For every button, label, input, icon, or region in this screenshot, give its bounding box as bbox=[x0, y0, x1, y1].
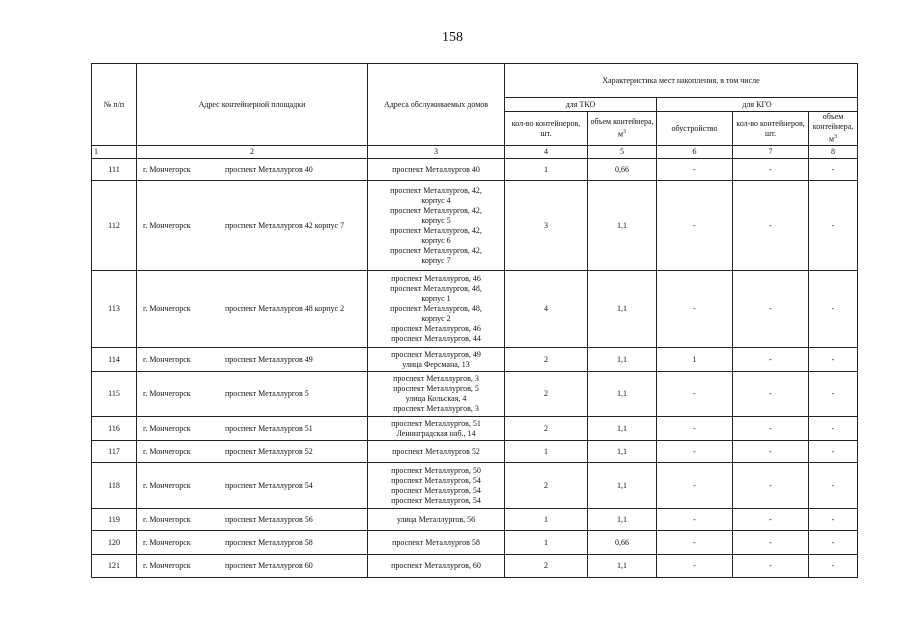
tko-container-count: 2 bbox=[505, 417, 588, 441]
kgo-setup: - bbox=[657, 509, 733, 531]
served-houses bbox=[368, 555, 505, 578]
kgo-container-count: - bbox=[733, 441, 809, 463]
table-row bbox=[92, 271, 858, 348]
header-group-tko: для ТКО bbox=[505, 98, 657, 112]
kgo-setup: - bbox=[657, 441, 733, 463]
served-house-line: корпус 6 bbox=[421, 235, 451, 245]
row-number: 113 bbox=[92, 271, 137, 348]
kgo-setup: - bbox=[657, 531, 733, 555]
register-table bbox=[91, 63, 858, 578]
tko-container-volume: 1,1 bbox=[588, 441, 657, 463]
kgo-container-volume: - bbox=[809, 463, 858, 509]
header-group-kgo: для КГО bbox=[657, 98, 858, 112]
tko-container-volume: 1,1 bbox=[588, 417, 657, 441]
header-served: Адреса обслуживаемых домов bbox=[368, 64, 505, 146]
served-houses bbox=[368, 348, 505, 372]
row-number: 120 bbox=[92, 531, 137, 555]
tko-container-count: 2 bbox=[505, 463, 588, 509]
index-cell: 7 bbox=[733, 146, 809, 159]
served-house-line: Ленинградская наб., 14 bbox=[396, 428, 476, 438]
served-houses bbox=[368, 463, 505, 509]
container-site-address bbox=[137, 159, 368, 181]
kgo-container-count: - bbox=[733, 463, 809, 509]
table-row bbox=[92, 555, 858, 578]
table-row bbox=[92, 417, 858, 441]
kgo-container-volume: - bbox=[809, 509, 858, 531]
index-cell: 3 bbox=[368, 146, 505, 159]
served-house-line: проспект Металлургов, 49 bbox=[391, 349, 481, 359]
address-city: г. Мончегорск bbox=[143, 514, 191, 524]
served-houses bbox=[368, 509, 505, 531]
address-street: проспект Металлургов 40 bbox=[225, 164, 313, 174]
served-house-line: проспект Металлургов, 44 bbox=[391, 334, 481, 343]
address-city: г. Мончегорск bbox=[143, 561, 191, 570]
kgo-container-count: - bbox=[733, 417, 809, 441]
address-street: проспект Металлургов 48 корпус 2 bbox=[225, 304, 345, 313]
served-house-line: проспект Металлургов, 54 bbox=[391, 475, 481, 485]
table-row bbox=[92, 159, 858, 181]
tko-container-volume: 1,1 bbox=[588, 463, 657, 509]
index-cell: 4 bbox=[505, 146, 588, 159]
served-house-line: проспект Металлургов, 46 bbox=[391, 324, 481, 333]
header-kgo-setup: обустройство bbox=[657, 112, 733, 146]
container-site-address bbox=[137, 181, 368, 271]
served-house-line: проспект Металлургов, 42, bbox=[390, 205, 482, 215]
served-house-line: улица Кольская, 4 bbox=[405, 394, 467, 403]
kgo-container-count: - bbox=[733, 271, 809, 348]
container-site-address bbox=[137, 372, 368, 417]
address-street: проспект Металлургов 52 bbox=[225, 446, 313, 456]
served-house-line: проспект Металлургов 58 bbox=[392, 537, 480, 547]
kgo-container-volume: - bbox=[809, 271, 858, 348]
served-house-line: проспект Металлургов 52 bbox=[392, 446, 480, 456]
tko-container-volume: 1,1 bbox=[588, 271, 657, 348]
row-number: 115 bbox=[92, 372, 137, 417]
index-cell: 8 bbox=[809, 146, 858, 159]
kgo-container-count: - bbox=[733, 531, 809, 555]
table-row bbox=[92, 348, 858, 372]
tko-container-volume: 1,1 bbox=[588, 348, 657, 372]
served-house-line: проспект Металлургов 40 bbox=[392, 164, 480, 174]
address-city: г. Мончегорск bbox=[143, 480, 191, 490]
address-city: г. Мончегорск bbox=[143, 164, 191, 174]
kgo-setup: - bbox=[657, 372, 733, 417]
served-house-line: проспект Металлургов, 54 bbox=[391, 485, 481, 495]
kgo-container-count: - bbox=[733, 372, 809, 417]
kgo-container-volume: - bbox=[809, 372, 858, 417]
row-number: 117 bbox=[92, 441, 137, 463]
served-house-line: проспект Металлургов, 48, bbox=[390, 284, 482, 293]
served-house-line: улица Ферсмана, 13 bbox=[402, 359, 470, 369]
index-row bbox=[92, 146, 858, 159]
header-tko-count: кол-во контейнеров, шт. bbox=[505, 112, 588, 146]
served-house-line: корпус 4 bbox=[421, 195, 451, 205]
served-house-line: проспект Металлургов, 5 bbox=[393, 384, 479, 393]
header-address: Адрес контейнерной площадки bbox=[137, 64, 368, 146]
address-city: г. Мончегорск bbox=[143, 446, 191, 456]
row-number: 121 bbox=[92, 555, 137, 578]
kgo-setup: - bbox=[657, 555, 733, 578]
tko-container-volume: 1,1 bbox=[588, 509, 657, 531]
header-num: № п/п bbox=[92, 64, 137, 146]
served-house-line: проспект Металлургов, 50 bbox=[391, 465, 481, 475]
kgo-setup: 1 bbox=[657, 348, 733, 372]
address-street: проспект Металлургов 56 bbox=[225, 514, 313, 524]
address-street: проспект Металлургов 49 bbox=[225, 354, 313, 364]
address-street: проспект Металлургов 54 bbox=[225, 480, 313, 490]
address-city: г. Мончегорск bbox=[143, 304, 191, 313]
table-body bbox=[92, 159, 858, 578]
index-cell: 6 bbox=[657, 146, 733, 159]
kgo-container-count: - bbox=[733, 159, 809, 181]
address-city: г. Мончегорск bbox=[143, 220, 191, 230]
served-house-line: проспект Металлургов, 42, bbox=[390, 245, 482, 255]
served-houses bbox=[368, 531, 505, 555]
served-houses bbox=[368, 159, 505, 181]
row-number: 118 bbox=[92, 463, 137, 509]
header-tko-volume: объем контейнера, $м^3$ bbox=[588, 112, 657, 146]
container-site-address bbox=[137, 348, 368, 372]
kgo-container-count: - bbox=[733, 181, 809, 271]
kgo-container-volume: - bbox=[809, 181, 858, 271]
container-site-address bbox=[137, 531, 368, 555]
served-house-line: проспект Металлургов, 46 bbox=[391, 274, 481, 283]
row-number: 114 bbox=[92, 348, 137, 372]
table-row bbox=[92, 509, 858, 531]
address-street: проспект Металлургов 58 bbox=[225, 537, 313, 547]
served-houses bbox=[368, 441, 505, 463]
tko-container-count: 3 bbox=[505, 181, 588, 271]
served-house-line: проспект Металлургов, 42, bbox=[390, 225, 482, 235]
tko-container-count: 2 bbox=[505, 348, 588, 372]
kgo-container-volume: - bbox=[809, 348, 858, 372]
address-city: г. Мончегорск bbox=[143, 423, 191, 433]
kgo-setup: - bbox=[657, 417, 733, 441]
table-row bbox=[92, 531, 858, 555]
tko-container-volume: 1,1 bbox=[588, 372, 657, 417]
kgo-container-count: - bbox=[733, 555, 809, 578]
served-houses bbox=[368, 372, 505, 417]
served-house-line: проспект Металлургов, 42, bbox=[390, 185, 482, 195]
tko-container-count: 2 bbox=[505, 555, 588, 578]
tko-container-count: 1 bbox=[505, 441, 588, 463]
address-city: г. Мончегорск bbox=[143, 354, 191, 364]
container-site-address bbox=[137, 271, 368, 348]
served-houses bbox=[368, 271, 505, 348]
kgo-container-volume: - bbox=[809, 441, 858, 463]
address-street: проспект Металлургов 5 bbox=[225, 389, 309, 398]
tko-container-volume: 1,1 bbox=[588, 555, 657, 578]
address-street: проспект Металлургов 60 bbox=[225, 561, 313, 570]
container-site-address bbox=[137, 509, 368, 531]
address-city: г. Мончегорск bbox=[143, 389, 191, 398]
served-house-line: корпус 1 bbox=[421, 294, 451, 303]
row-number: 116 bbox=[92, 417, 137, 441]
tko-container-volume: 0,66 bbox=[588, 159, 657, 181]
served-house-line: корпус 2 bbox=[421, 314, 451, 323]
table-row bbox=[92, 463, 858, 509]
address-street: проспект Металлургов 42 корпус 7 bbox=[225, 220, 345, 230]
address-city: г. Мончегорск bbox=[143, 537, 191, 547]
kgo-setup: - bbox=[657, 463, 733, 509]
served-houses bbox=[368, 181, 505, 271]
container-site-address bbox=[137, 417, 368, 441]
kgo-container-count: - bbox=[733, 348, 809, 372]
row-number: 119 bbox=[92, 509, 137, 531]
index-cell: 5 bbox=[588, 146, 657, 159]
row-number: 112 bbox=[92, 181, 137, 271]
kgo-container-volume: - bbox=[809, 555, 858, 578]
container-site-address bbox=[137, 441, 368, 463]
kgo-setup: - bbox=[657, 159, 733, 181]
served-house-line: улица Металлургов, 56 bbox=[396, 514, 476, 524]
tko-container-count: 2 bbox=[505, 372, 588, 417]
kgo-container-volume: - bbox=[809, 417, 858, 441]
served-house-line: корпус 7 bbox=[421, 255, 451, 265]
table-row bbox=[92, 441, 858, 463]
served-house-line: проспект Металлургов, 3 bbox=[393, 374, 479, 383]
tko-container-volume: 1,1 bbox=[588, 181, 657, 271]
tko-container-volume: 0,66 bbox=[588, 531, 657, 555]
served-house-line: проспект Металлургов, 48, bbox=[390, 304, 482, 313]
header-kgo-volume: объем контейнера, $м^3$ bbox=[809, 112, 858, 146]
kgo-container-volume: - bbox=[809, 531, 858, 555]
table-row bbox=[92, 181, 858, 271]
kgo-container-volume: - bbox=[809, 159, 858, 181]
tko-container-count: 1 bbox=[505, 509, 588, 531]
served-house-line: проспект Металлургов, 51 bbox=[391, 418, 481, 428]
address-street: проспект Металлургов 51 bbox=[225, 423, 313, 433]
served-house-line: проспект Металлургов, 54 bbox=[391, 495, 481, 505]
tko-container-count: 4 bbox=[505, 271, 588, 348]
header-characteristics: Характеристика мест накопления, в том числе bbox=[505, 64, 858, 98]
kgo-setup: - bbox=[657, 271, 733, 348]
served-house-line: корпус 5 bbox=[421, 215, 451, 225]
kgo-setup: - bbox=[657, 181, 733, 271]
index-cell: 2 bbox=[137, 146, 368, 159]
tko-container-count: 1 bbox=[505, 159, 588, 181]
index-cell: 1 bbox=[92, 146, 137, 159]
kgo-container-count: - bbox=[733, 509, 809, 531]
served-house-line: проспект Металлургов, 3 bbox=[393, 404, 479, 413]
container-site-address bbox=[137, 555, 368, 578]
page-number: 158 bbox=[442, 30, 463, 45]
row-number: 111 bbox=[92, 159, 137, 181]
served-houses bbox=[368, 417, 505, 441]
container-site-address bbox=[137, 463, 368, 509]
table-row bbox=[92, 372, 858, 417]
header-kgo-count: кол-во контейнеров, шт. bbox=[733, 112, 809, 146]
served-house-line: проспект Металлургов, 60 bbox=[391, 561, 481, 570]
tko-container-count: 1 bbox=[505, 531, 588, 555]
